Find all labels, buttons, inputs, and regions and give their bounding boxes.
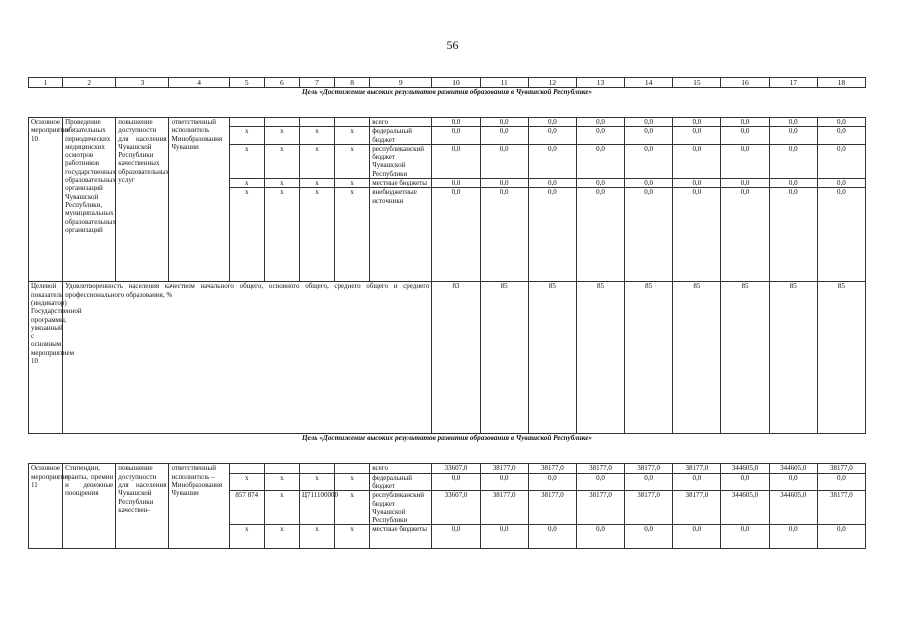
- value-cell: 0,0: [769, 144, 817, 178]
- value-cell: 38177,0: [673, 491, 721, 525]
- value-cell: 0,0: [673, 188, 721, 282]
- event-label: Основное мероприятие 11: [29, 464, 63, 549]
- value-cell: 38177,0: [528, 491, 576, 525]
- col-header: 13: [576, 78, 624, 88]
- code-cell: x: [335, 179, 370, 188]
- col-header: 17: [769, 78, 817, 88]
- source-cell: федеральный бюджет: [370, 127, 432, 145]
- col-header: 6: [264, 78, 299, 88]
- table-row: [29, 464, 866, 473]
- value-cell: 38177,0: [673, 464, 721, 473]
- code-cell: [229, 464, 264, 473]
- event-goal: повышение доступности для населения Чувашской Республики качествен-: [116, 464, 169, 549]
- value-cell: 0,0: [721, 525, 769, 549]
- value-cell: 0,0: [432, 179, 480, 188]
- event-name: Стипендии, гранты, премии и денежные поощрения: [63, 464, 116, 549]
- value-cell: 0,0: [528, 188, 576, 282]
- value-cell: 0,0: [721, 144, 769, 178]
- value-cell: 38177,0: [625, 464, 673, 473]
- code-cell: x: [229, 188, 264, 282]
- code-cell: x: [264, 525, 299, 549]
- code-cell: x: [299, 127, 334, 145]
- value-cell: 0,0: [769, 179, 817, 188]
- col-header: 18: [817, 78, 865, 88]
- value-cell: 0,0: [769, 473, 817, 491]
- header-row: [29, 78, 866, 88]
- indicator-value: 83: [432, 282, 480, 434]
- source-cell: местные бюджеты: [370, 525, 432, 549]
- event-executor: ответственный исполнитель Минобразования Чувашии: [169, 118, 229, 282]
- value-cell: 38177,0: [817, 464, 865, 473]
- value-cell: 0,0: [769, 118, 817, 127]
- value-cell: 0,0: [576, 525, 624, 549]
- col-header: 5: [229, 78, 264, 88]
- code-cell: x: [335, 144, 370, 178]
- value-cell: 0,0: [721, 118, 769, 127]
- value-cell: 0,0: [673, 525, 721, 549]
- goal-row: [29, 88, 866, 118]
- value-cell: 33607,0: [432, 491, 480, 525]
- code-cell: x: [264, 473, 299, 491]
- value-cell: 0,0: [528, 118, 576, 127]
- indicator-value: 85: [480, 282, 528, 434]
- value-cell: 0,0: [673, 127, 721, 145]
- value-cell: 0,0: [625, 473, 673, 491]
- value-cell: 0,0: [817, 525, 865, 549]
- value-cell: 0,0: [576, 144, 624, 178]
- value-cell: 38177,0: [817, 491, 865, 525]
- code-cell: x: [229, 144, 264, 178]
- col-header: 4: [169, 78, 229, 88]
- value-cell: 0,0: [625, 127, 673, 145]
- value-cell: 0,0: [673, 144, 721, 178]
- value-cell: 0,0: [817, 179, 865, 188]
- value-cell: 0,0: [625, 179, 673, 188]
- value-cell: 38177,0: [480, 491, 528, 525]
- table-row: [29, 118, 866, 127]
- value-cell: 0,0: [432, 188, 480, 282]
- page-number: 56: [446, 38, 459, 52]
- event-name: Проведение обязательных периодических медицинских осмотров работников государственных образовательных организаций Чувашской Республики, муниципальных образовательных организаций: [63, 118, 116, 282]
- col-header: 15: [673, 78, 721, 88]
- indicator-text: Удовлетворенность населения качеством начального общего, основного общего, среднего общего и среднего профессионального образования, %: [63, 282, 432, 434]
- code-cell: [264, 118, 299, 127]
- col-header: 9: [370, 78, 432, 88]
- value-cell: 0,0: [528, 127, 576, 145]
- source-cell: всего: [370, 118, 432, 127]
- source-cell: федеральный бюджет: [370, 473, 432, 491]
- code-cell: 857 874: [229, 491, 264, 525]
- value-cell: 0,0: [817, 473, 865, 491]
- value-cell: 0,0: [432, 525, 480, 549]
- value-cell: 0,0: [721, 188, 769, 282]
- code-cell: x: [335, 491, 370, 525]
- source-cell: республиканский бюджет Чувашской Республики: [370, 491, 432, 525]
- value-cell: 0,0: [721, 179, 769, 188]
- code-cell: [229, 118, 264, 127]
- goal-row: [29, 434, 866, 464]
- value-cell: 0,0: [576, 127, 624, 145]
- value-cell: 38177,0: [625, 491, 673, 525]
- indicator-value: 85: [576, 282, 624, 434]
- value-cell: 0,0: [673, 473, 721, 491]
- value-cell: 0,0: [625, 525, 673, 549]
- value-cell: 0,0: [625, 144, 673, 178]
- value-cell: 0,0: [721, 127, 769, 145]
- value-cell: 0,0: [480, 525, 528, 549]
- value-cell: 0,0: [769, 127, 817, 145]
- code-cell: x: [335, 127, 370, 145]
- value-cell: 0,0: [576, 118, 624, 127]
- value-cell: 0,0: [528, 525, 576, 549]
- source-cell: внебюджетные источники: [370, 188, 432, 282]
- value-cell: 0,0: [673, 118, 721, 127]
- value-cell: 38177,0: [576, 491, 624, 525]
- code-cell: x: [264, 144, 299, 178]
- value-cell: 0,0: [480, 179, 528, 188]
- value-cell: 0,0: [528, 473, 576, 491]
- code-cell: x: [264, 491, 299, 525]
- value-cell: 38177,0: [480, 464, 528, 473]
- code-cell: x: [335, 473, 370, 491]
- source-cell: местные бюджеты: [370, 179, 432, 188]
- value-cell: 0,0: [817, 127, 865, 145]
- value-cell: 0,0: [625, 118, 673, 127]
- indicator-value: 85: [769, 282, 817, 434]
- code-cell: x: [335, 525, 370, 549]
- value-cell: 0,0: [432, 118, 480, 127]
- col-header: 3: [116, 78, 169, 88]
- indicator-value: 85: [721, 282, 769, 434]
- value-cell: 38177,0: [576, 464, 624, 473]
- code-cell: x: [299, 188, 334, 282]
- value-cell: 38177,0: [528, 464, 576, 473]
- source-cell: республиканский бюджет Чувашской Республики: [370, 144, 432, 178]
- col-header: 8: [335, 78, 370, 88]
- value-cell: 344605,0: [769, 491, 817, 525]
- value-cell: 0,0: [576, 188, 624, 282]
- col-header: 10: [432, 78, 480, 88]
- indicator-value: 85: [817, 282, 865, 434]
- value-cell: 0,0: [528, 144, 576, 178]
- goal-title: Цель «Достижение высоких результатов развития образования в Чувашской Республике»: [29, 88, 866, 118]
- code-cell: [335, 464, 370, 473]
- event-label: Основное мероприятие 10: [29, 118, 63, 282]
- value-cell: 344605,0: [721, 464, 769, 473]
- code-cell: x: [229, 127, 264, 145]
- code-cell: x: [299, 144, 334, 178]
- value-cell: 0,0: [528, 179, 576, 188]
- value-cell: 0,0: [769, 525, 817, 549]
- code-cell: x: [335, 188, 370, 282]
- value-cell: 0,0: [432, 127, 480, 145]
- value-cell: 0,0: [769, 188, 817, 282]
- code-cell: x: [264, 127, 299, 145]
- value-cell: 0,0: [480, 473, 528, 491]
- value-cell: 0,0: [576, 179, 624, 188]
- indicator-label: Целевой показатель (индикатор) Государственной программы, увязанный с основным мероприятием 10: [29, 282, 63, 434]
- code-cell: x: [299, 473, 334, 491]
- value-cell: 0,0: [432, 473, 480, 491]
- value-cell: 344605,0: [769, 464, 817, 473]
- indicator-value: 85: [528, 282, 576, 434]
- value-cell: 344605,0: [721, 491, 769, 525]
- col-header: 7: [299, 78, 334, 88]
- col-header: 1: [29, 78, 63, 88]
- value-cell: 0,0: [673, 179, 721, 188]
- indicator-value: 85: [673, 282, 721, 434]
- value-cell: 33607,0: [432, 464, 480, 473]
- value-cell: 0,0: [817, 118, 865, 127]
- value-cell: 0,0: [432, 144, 480, 178]
- code-cell: x: [299, 525, 334, 549]
- col-header: 14: [625, 78, 673, 88]
- code-cell: x: [229, 525, 264, 549]
- value-cell: 0,0: [480, 118, 528, 127]
- program-table: [28, 77, 866, 549]
- code-cell: [299, 464, 334, 473]
- code-cell: x: [264, 188, 299, 282]
- value-cell: 0,0: [817, 144, 865, 178]
- indicator-row: [29, 282, 866, 434]
- event-executor: ответственный исполнитель – Минобразования Чувашии: [169, 464, 229, 549]
- col-header: 11: [480, 78, 528, 88]
- code-cell: [299, 118, 334, 127]
- value-cell: 0,0: [817, 188, 865, 282]
- code-cell: Ц711100000: [299, 491, 334, 525]
- indicator-value: 85: [625, 282, 673, 434]
- value-cell: 0,0: [576, 473, 624, 491]
- value-cell: 0,0: [480, 144, 528, 178]
- code-cell: x: [264, 179, 299, 188]
- value-cell: 0,0: [480, 127, 528, 145]
- code-cell: x: [229, 179, 264, 188]
- source-cell: всего: [370, 464, 432, 473]
- code-cell: x: [229, 473, 264, 491]
- code-cell: [264, 464, 299, 473]
- value-cell: 0,0: [721, 473, 769, 491]
- value-cell: 0,0: [625, 188, 673, 282]
- goal-title: Цель «Достижение высоких результатов развития образования в Чувашской Республике»: [29, 434, 866, 464]
- value-cell: 0,0: [480, 188, 528, 282]
- col-header: 12: [528, 78, 576, 88]
- code-cell: [335, 118, 370, 127]
- col-header: 16: [721, 78, 769, 88]
- code-cell: x: [299, 179, 334, 188]
- col-header: 2: [63, 78, 116, 88]
- event-goal: повышение доступности для населения Чувашской Республики качественных образовательных услуг: [116, 118, 169, 282]
